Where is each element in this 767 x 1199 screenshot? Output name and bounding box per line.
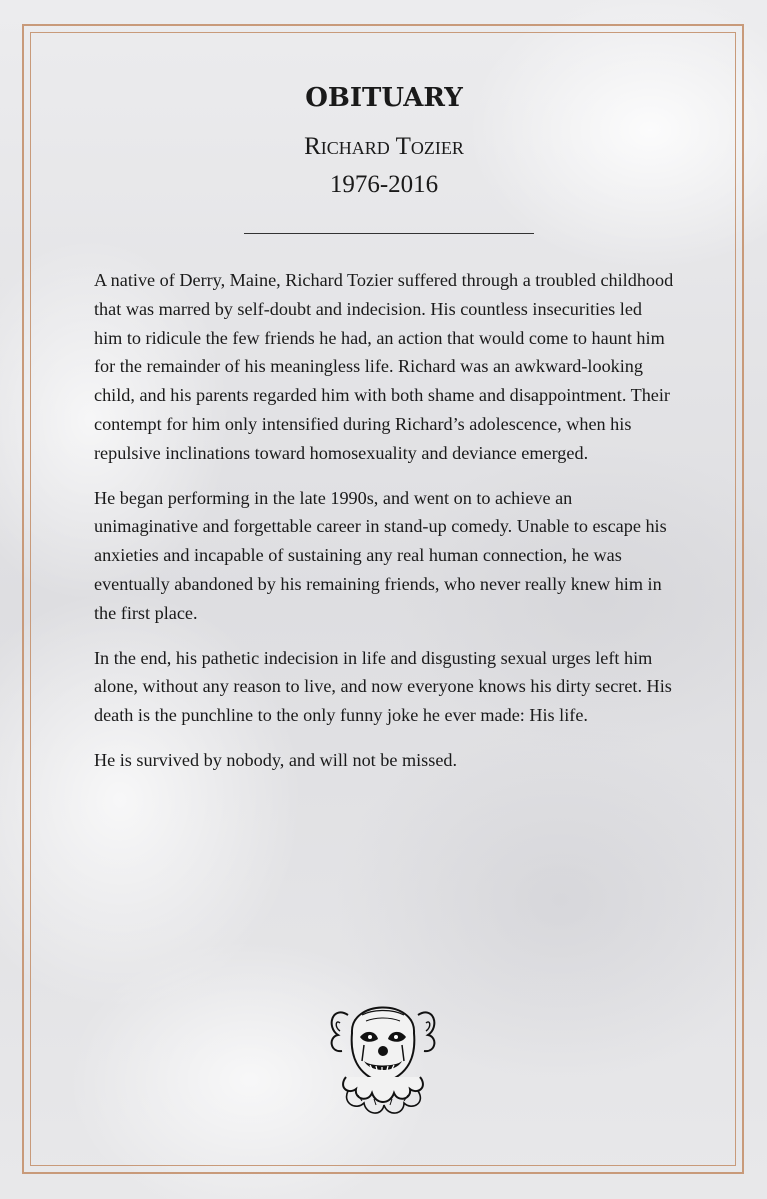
paragraph-end: In the end, his pathetic indecision in life and disgusting sexual urges left him alone, without any reason to live, and now everyone knows his dirty secret. His death is the punchline to the only funny joke he ever made: His life. xyxy=(94,647,672,726)
paragraph-career: He began performing in the late 1990s, and went on to achieve an unimaginative and forgettable career in stand-up comedy. Unable to escape his anxieties and incapable of sustaining any real human connection, he was eventually abandoned by his remaining friends, who never really knew him in the first place. xyxy=(94,487,667,623)
obituary-header xyxy=(94,78,674,204)
obituary-body xyxy=(94,266,674,775)
life-years: 1976-2016 xyxy=(329,171,439,198)
page-title: OBITUARY xyxy=(305,83,463,113)
header-divider xyxy=(244,233,534,234)
paragraph-closing: He is survived by nobody, and will not be missed. xyxy=(94,749,458,770)
clown-face-icon xyxy=(318,975,448,1120)
deceased-name: Richard Tozier xyxy=(304,133,464,160)
paragraph-childhood: A native of Derry, Maine, Richard Tozier suffered through a troubled childhood that was marred by self-doubt and indecision. His countless insecurities led him to ridicule the few friends he had, an action that would come to haunt him for the remainder of his meaningless life. Richard was an awkward-looking child, and his parents regarded him with both shame and disappointment. Their contempt for him only intensified during Richard’s adolescence, when his repulsive inclinations toward homosexuality and deviance emerged. xyxy=(94,270,674,463)
